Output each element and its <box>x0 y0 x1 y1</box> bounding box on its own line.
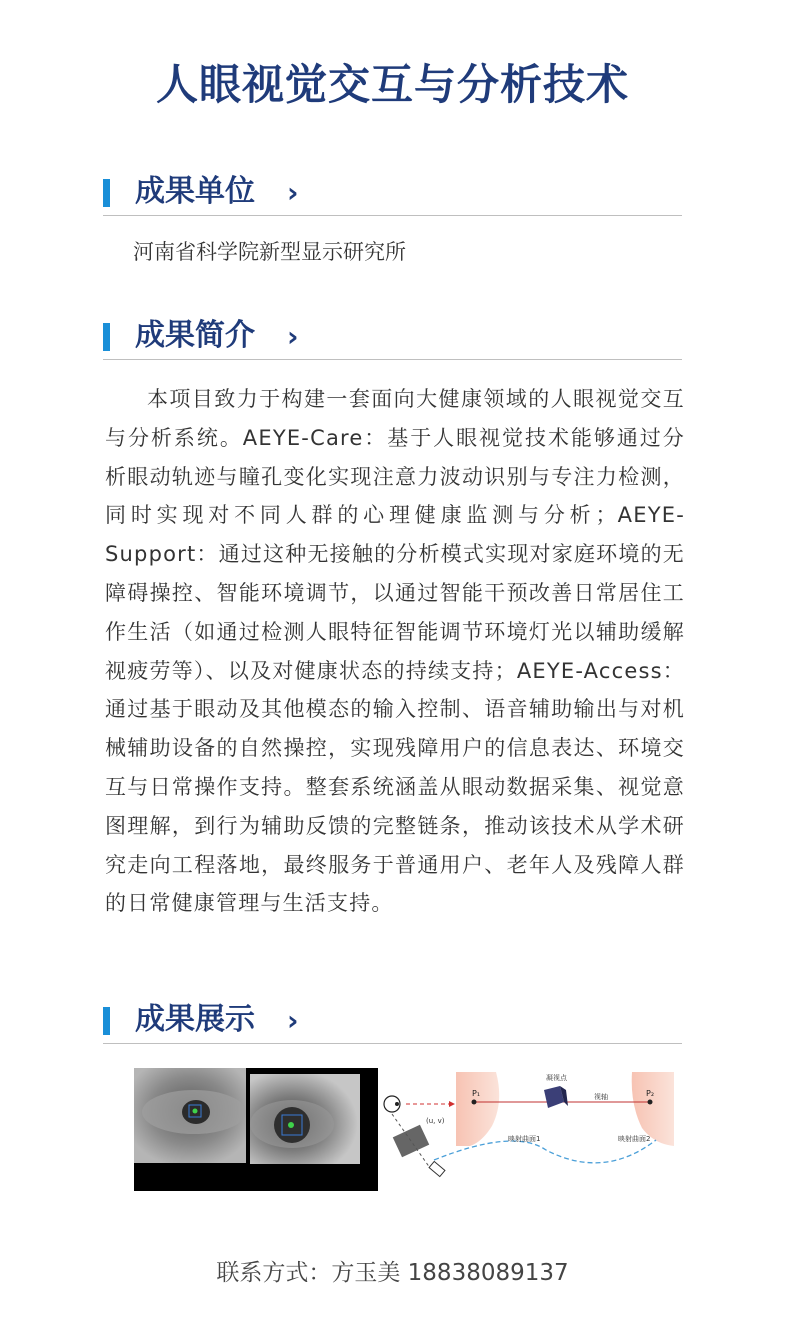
showcase-image <box>134 1068 682 1191</box>
chevron-right-icon: › <box>287 176 299 209</box>
eye-photo-2 <box>250 1074 360 1164</box>
section-accent-bar <box>103 179 110 207</box>
svg-text:(u, v): (u, v) <box>426 1117 445 1125</box>
svg-text:映射曲面2: 映射曲面2 <box>618 1135 651 1143</box>
contact-info: 联系方式：方玉美 18838089137 <box>216 1260 569 1286</box>
section-heading-label: 成果简介 <box>135 318 255 353</box>
intro-paragraph: 本项目致力于构建一套面向大健康领域的人眼视觉交互与分析系统。AEYE-Care：基于人眼视觉技术能够通过分析眼动轨迹与瞳孔变化实现注意力波动识别与专注力检测，同时实现对不同人群的心理健康监测与分析；AEYE-Support：通过这种无接触的分析模式实现对家庭环境的无障碍操控、智能环境调节，以通过智能干预改善日常居住工作生活（如通过检测人眼特征智能调节环境灯光以辅助缓解视疲劳等）、以及对健康状态的持续支持；AEYE-Access：通过基于眼动及其他模态的输入控制、语音辅助输出与对机械辅助设备的自然操控，实现残障用户的信息表达、环境交互与日常操作支持。整套系统涵盖从眼动数据采集、视觉意图理解，到行为辅助反馈的完整链条，推动该技术从学术研究走向工程落地，最终服务于普通用户、老年人及残障人群的日常健康管理与生活支持。 <box>105 387 685 916</box>
svg-text:映射曲面1: 映射曲面1 <box>508 1135 541 1143</box>
page-title: 人眼视觉交互与分析技术 <box>155 60 629 109</box>
svg-text:视轴: 视轴 <box>594 1093 608 1101</box>
eye-photo-1 <box>134 1068 246 1163</box>
unit-name: 河南省科学院新型显示研究所 <box>133 240 406 264</box>
chevron-right-icon: › <box>287 320 299 353</box>
section-heading-intro <box>103 316 682 360</box>
svg-text:P₁: P₁ <box>472 1089 481 1098</box>
section-heading-label: 成果单位 <box>135 174 255 209</box>
section-accent-bar <box>103 1007 110 1035</box>
gaze-mapping-diagram <box>378 1068 682 1191</box>
section-heading-showcase <box>103 1000 682 1044</box>
svg-text:凝视点: 凝视点 <box>546 1074 567 1082</box>
chevron-right-icon: › <box>287 1004 299 1037</box>
section-heading-label: 成果展示 <box>135 1002 255 1037</box>
section-accent-bar <box>103 323 110 351</box>
section-heading-unit <box>103 172 682 216</box>
svg-text:P₂: P₂ <box>646 1089 655 1098</box>
